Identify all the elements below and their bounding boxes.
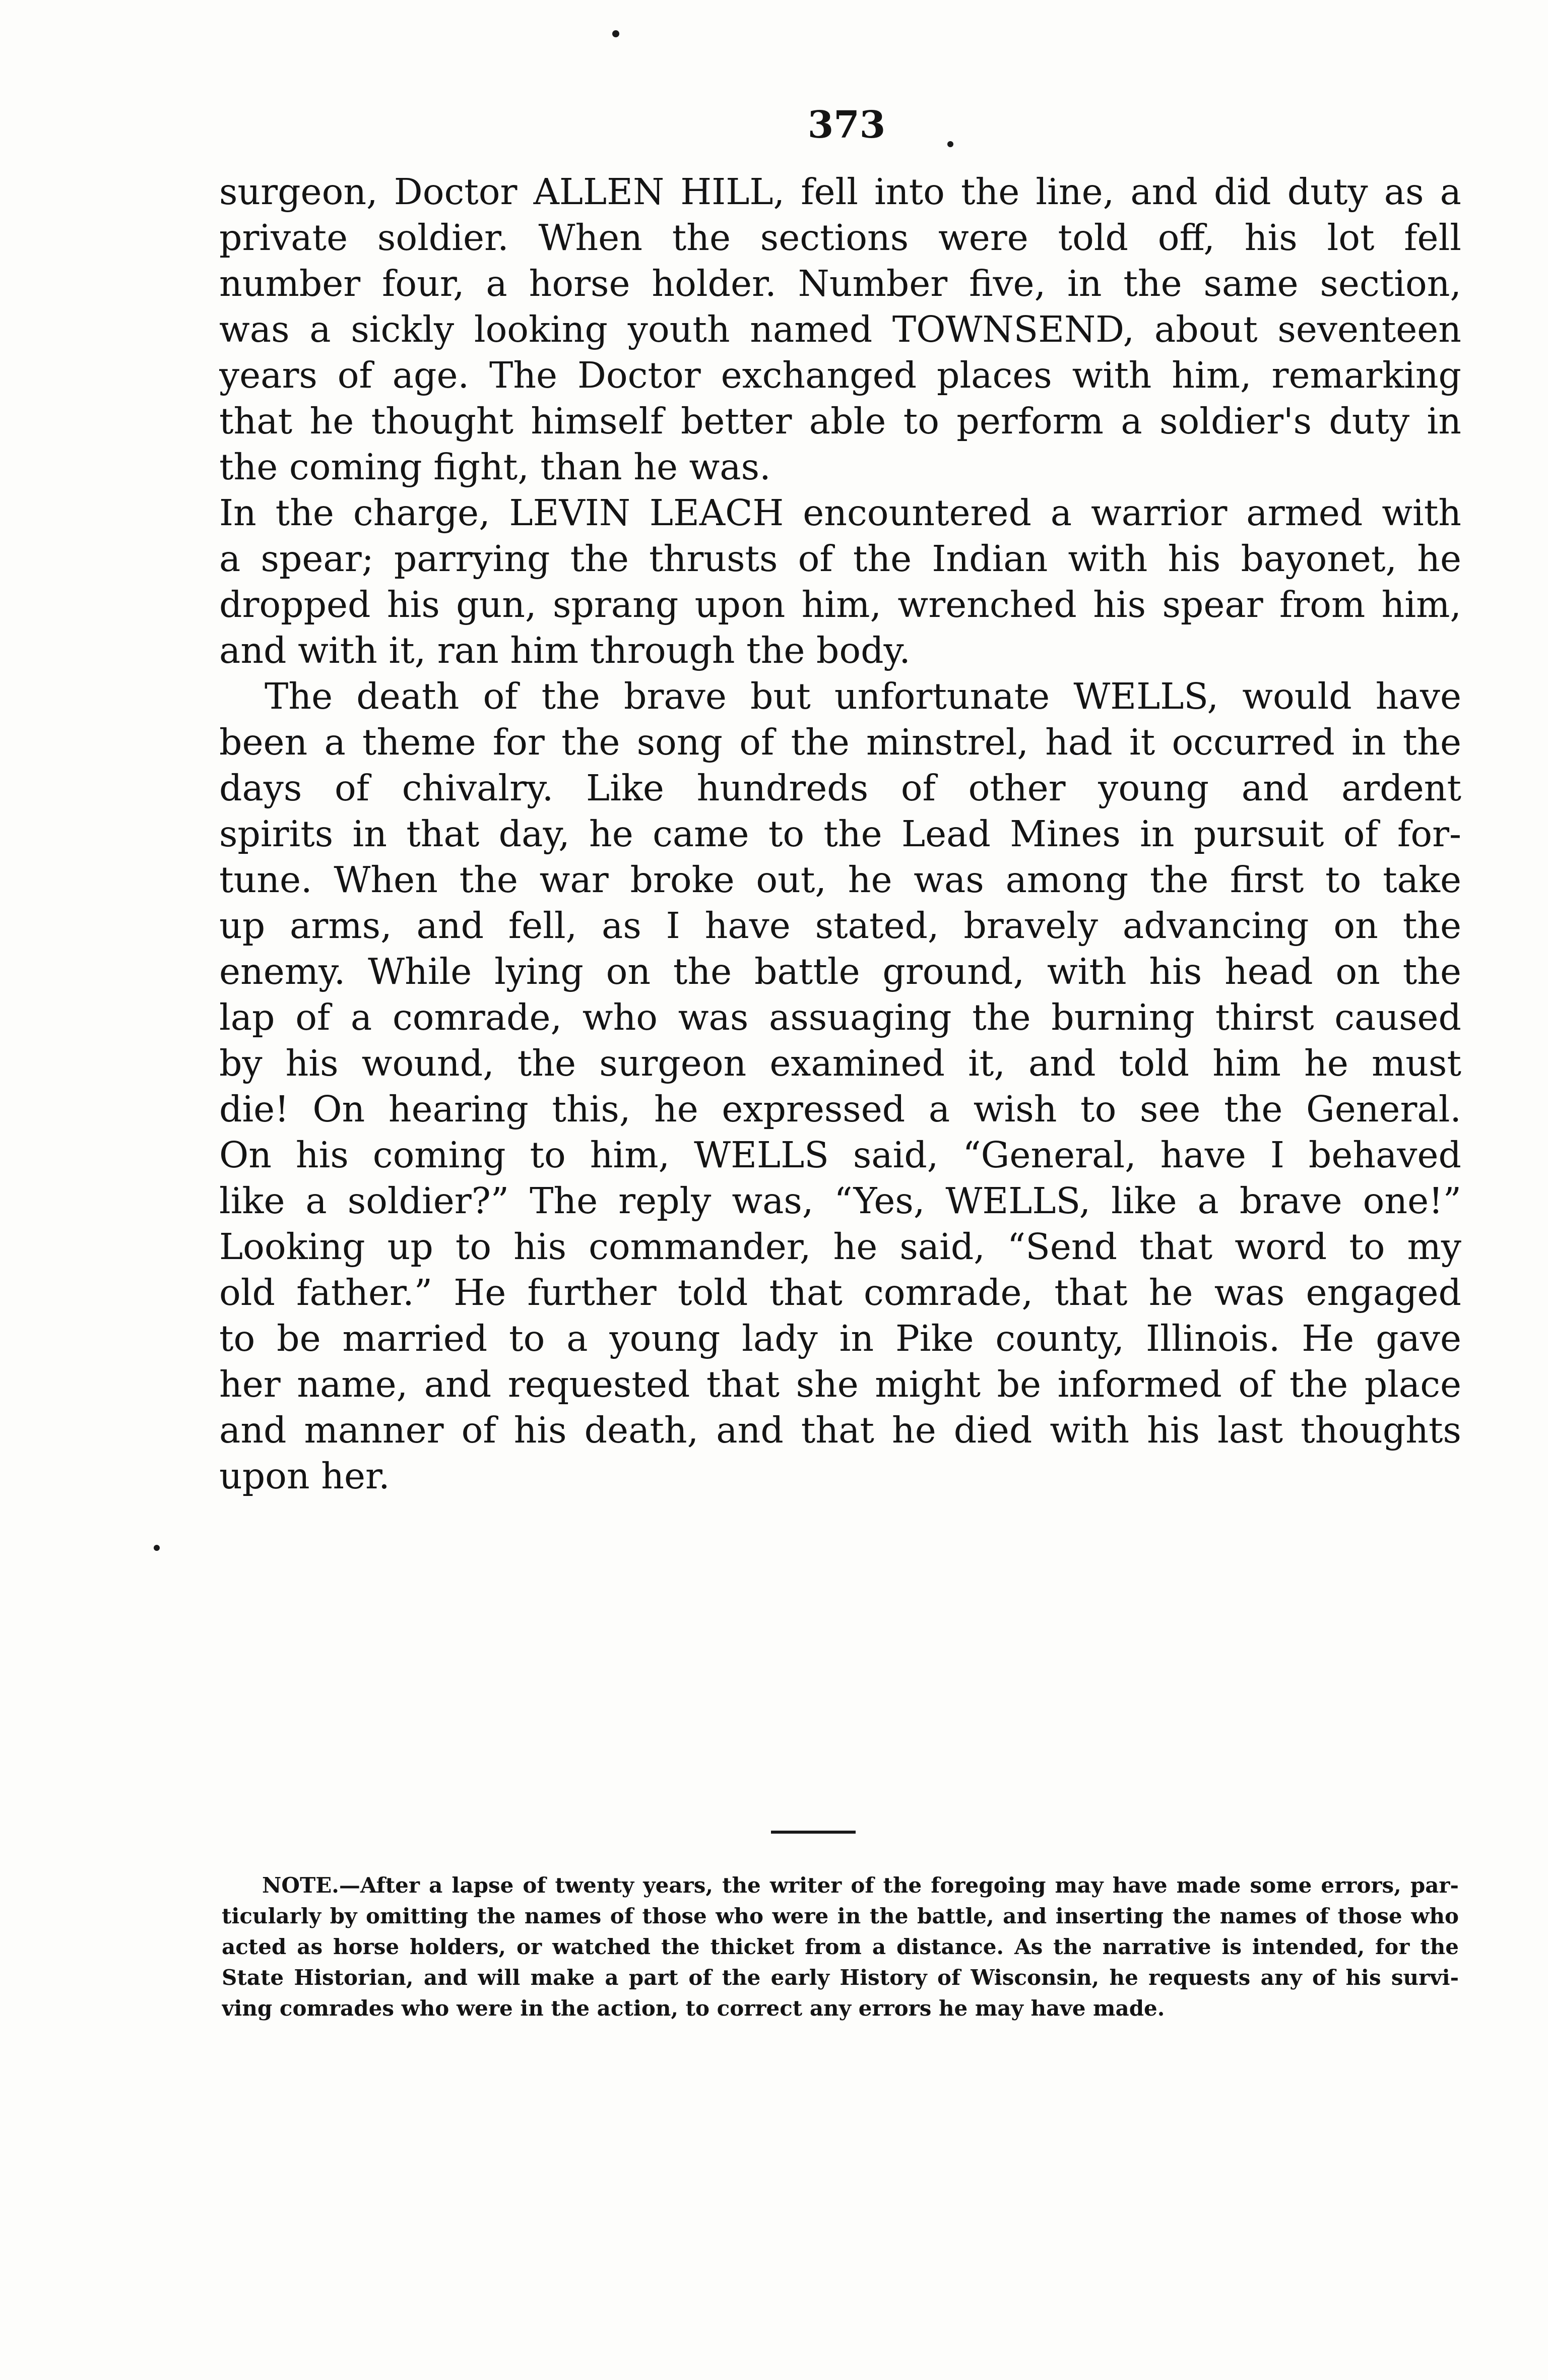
text-line: The death of the brave but unfortunate WELLS, would have bbox=[265, 675, 1461, 717]
page-number: 373 bbox=[807, 103, 886, 147]
text-line: the coming fight, than he was. bbox=[219, 446, 771, 488]
text-line: die! On hearing this, he expressed a wish to see the General. bbox=[219, 1088, 1461, 1130]
footnote-line: ving comrades who were in the action, to correct any errors he may have made. bbox=[222, 1996, 1165, 2021]
text-line: that he thought himself better able to perform a soldier's duty in bbox=[219, 400, 1461, 442]
section-divider bbox=[771, 1831, 856, 1834]
text-line: In the charge, LEVIN LEACH encountered a warrior armed with bbox=[219, 492, 1461, 534]
text-line: been a theme for the song of the minstrel, had it occurred in the bbox=[219, 721, 1461, 763]
text-line: private soldier. When the sections were told off, his lot fell bbox=[219, 217, 1461, 259]
ink-speck bbox=[947, 141, 953, 147]
body-text bbox=[219, 169, 1461, 1499]
text-line: her name, and requested that she might be informed of the place bbox=[219, 1363, 1461, 1405]
footnote-line: ticularly by omitting the names of those who were in the battle, and inserting the names of those who bbox=[222, 1904, 1459, 1928]
text-line: Looking up to his commander, he said, “Send that word to my bbox=[219, 1226, 1461, 1268]
text-line: number four, a horse holder. Number five, in the same section, bbox=[219, 263, 1461, 304]
text-line: up arms, and fell, as I have stated, bravely advancing on the bbox=[219, 905, 1461, 947]
text-line: years of age. The Doctor exchanged places with him, remarking bbox=[219, 354, 1461, 396]
text-line: On his coming to him, WELLS said, “General, have I behaved bbox=[219, 1134, 1461, 1176]
footnote bbox=[222, 1870, 1459, 2024]
text-line: and manner of his death, and that he died with his last thoughts bbox=[219, 1409, 1461, 1451]
text-line: and with it, ran him through the body. bbox=[219, 630, 911, 671]
ink-speck bbox=[612, 30, 619, 37]
text-line: days of chivalry. Like hundreds of other young and ardent bbox=[219, 767, 1461, 809]
text-line: surgeon, Doctor ALLEN HILL, fell into the line, and did duty as a bbox=[219, 171, 1461, 213]
text-line: upon her. bbox=[219, 1455, 390, 1497]
text-line: to be married to a young lady in Pike county, Illinois. He gave bbox=[219, 1318, 1461, 1359]
text-line: by his wound, the surgeon examined it, and told him he must bbox=[219, 1042, 1461, 1084]
text-line: dropped his gun, sprang upon him, wrenched his spear from him, bbox=[219, 584, 1461, 625]
ink-speck bbox=[154, 1545, 160, 1551]
text-line: a spear; parrying the thrusts of the Indian with his bayonet, he bbox=[219, 538, 1461, 580]
footnote-line: State Historian, and will make a part of the early History of Wisconsin, he requests any of his survi- bbox=[222, 1965, 1459, 1990]
text-line: tune. When the war broke out, he was among the first to take bbox=[219, 859, 1461, 901]
text-line: lap of a comrade, who was assuaging the burning thirst caused bbox=[219, 996, 1461, 1038]
footnote-line: NOTE.—After a lapse of twenty years, the writer of the foregoing may have made some errors, par- bbox=[262, 1873, 1459, 1898]
text-line: enemy. While lying on the battle ground, with his head on the bbox=[219, 951, 1461, 992]
text-line: old father.” He further told that comrade, that he was engaged bbox=[219, 1272, 1461, 1313]
text-line: was a sickly looking youth named TOWNSEND, about seventeen bbox=[219, 308, 1461, 350]
text-line: spirits in that day, he came to the Lead Mines in pursuit of for- bbox=[219, 813, 1461, 855]
footnote-line: acted as horse holders, or watched the thicket from a distance. As the narrative is intended, for the bbox=[222, 1934, 1459, 1959]
text-line: like a soldier?” The reply was, “Yes, WELLS, like a brave one!” bbox=[219, 1180, 1461, 1222]
